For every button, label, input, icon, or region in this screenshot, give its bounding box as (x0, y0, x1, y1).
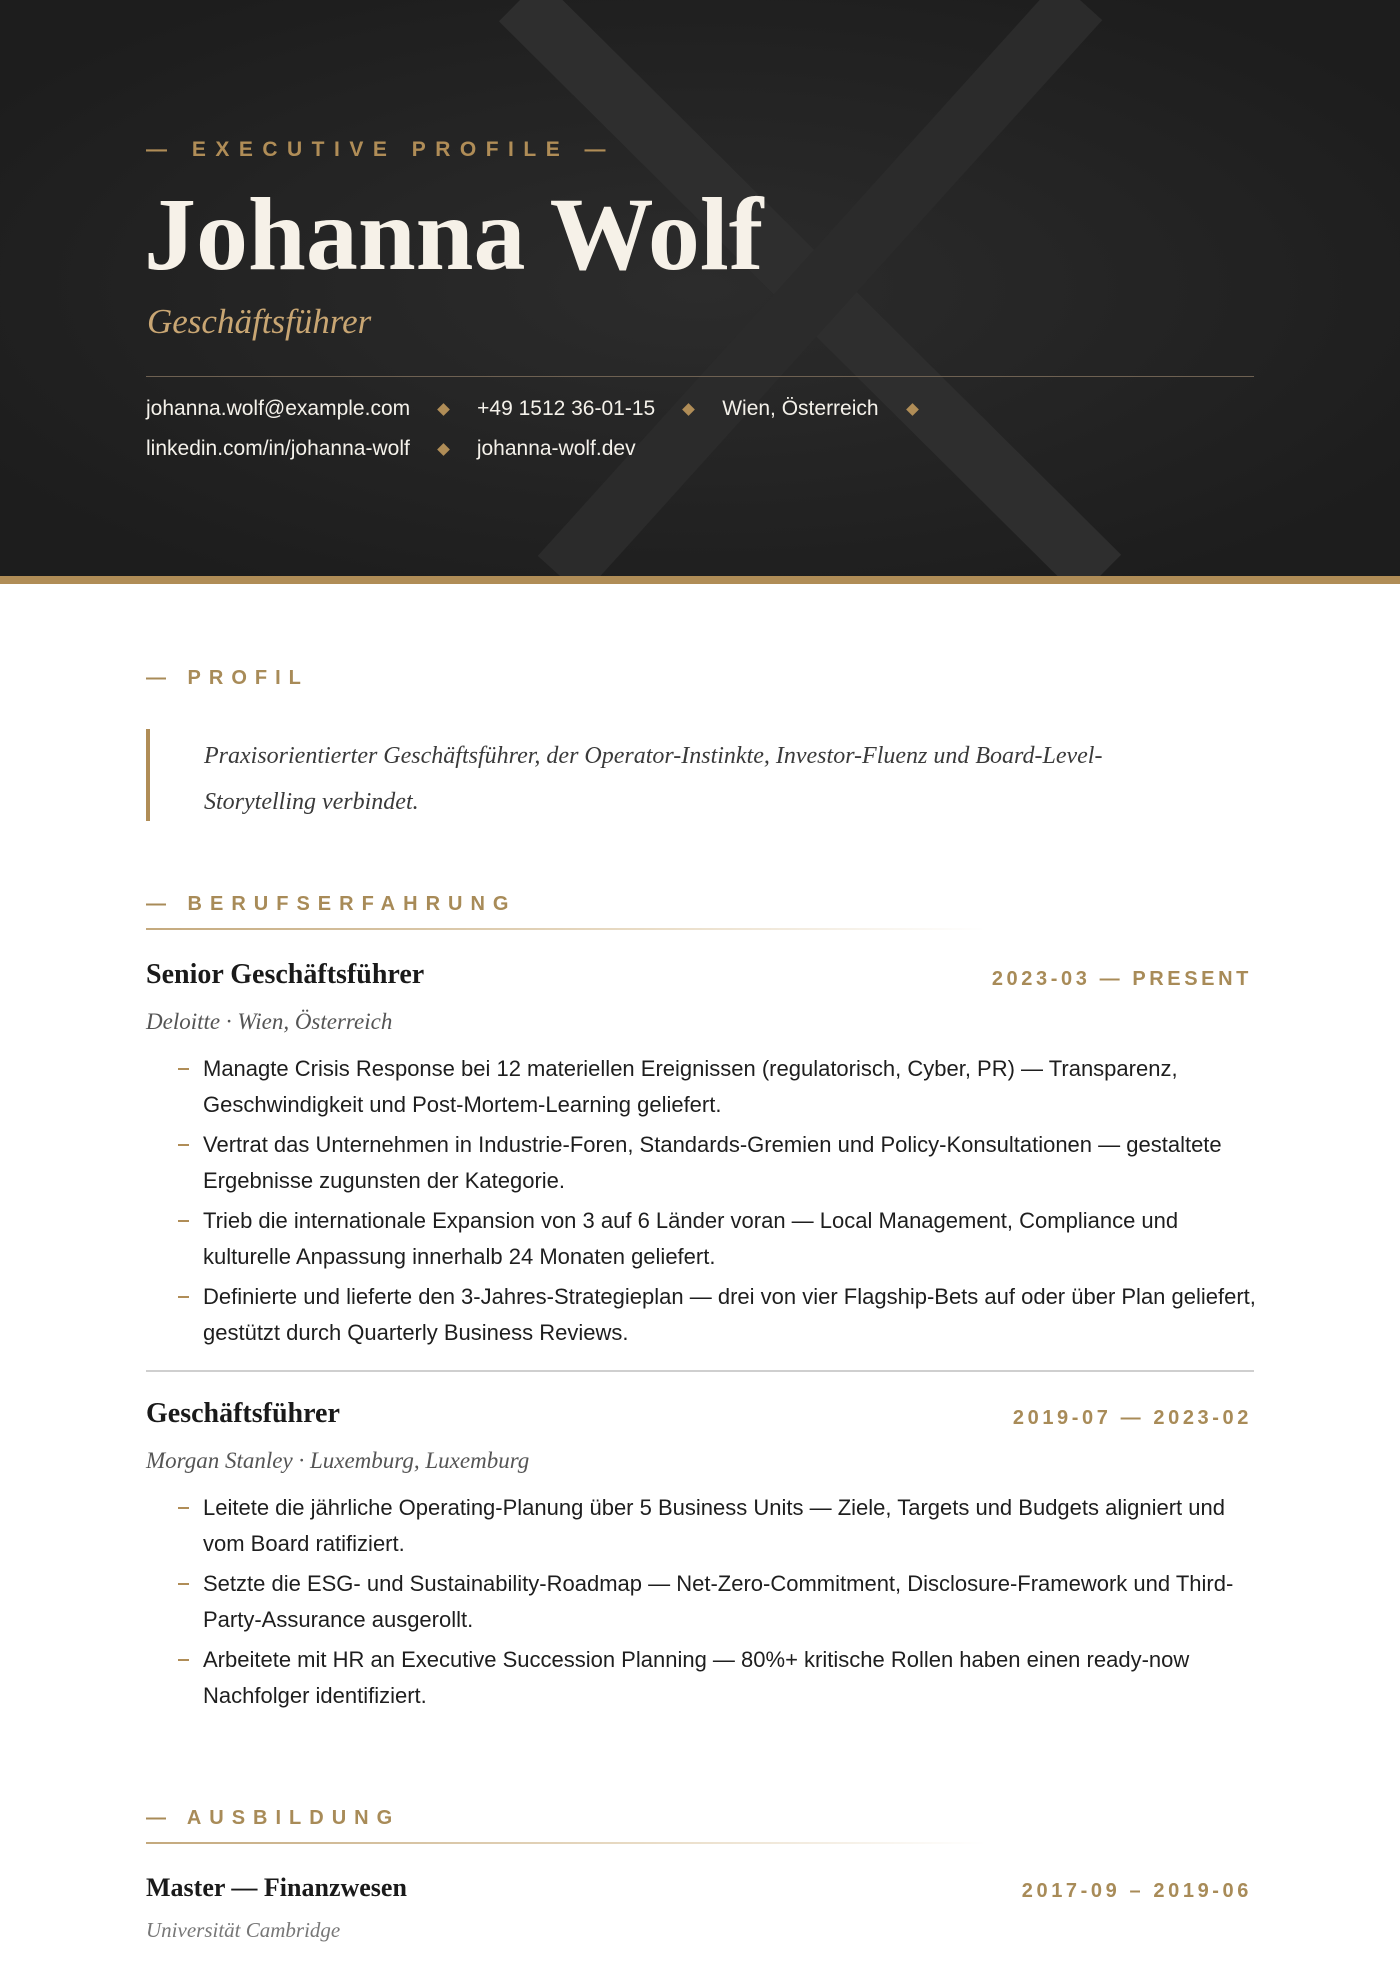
person-role: Geschäftsführer (147, 302, 372, 341)
diamond-separator-icon (682, 403, 695, 416)
bullet-text: Managte Crisis Response bei 12 materiellen Ereignissen (regulatorisch, Cyber, PR) — Transparenz, Geschwindigkeit und Post-Mortem-Learning geliefert. (203, 1056, 1178, 1117)
header-banner (0, 0, 1400, 576)
profile-summary: Praxisorientierter Geschäftsführer, der Operator-Instinkte, Investor-Fluenz und Board-Level-Storytelling verbindet. (204, 743, 1103, 815)
dash-bullet-icon (178, 1507, 189, 1509)
contact-row (146, 437, 636, 461)
dash-bullet-icon (178, 1068, 189, 1070)
dash-bullet-icon (178, 1659, 189, 1661)
education-dates: 2017-09 – 2019-06 (1021, 1880, 1252, 1902)
list-item (178, 1279, 1258, 1351)
list-item (178, 1051, 1258, 1123)
job-dates: 2023-03 — PRESENT (991, 968, 1252, 990)
contact-website[interactable]: johanna-wolf.dev (476, 437, 636, 460)
diamond-separator-icon (437, 443, 450, 456)
list-item (178, 1490, 1258, 1562)
job-organization: Morgan Stanley · Luxemburg, Luxemburg (146, 1448, 530, 1473)
header-accent-bar (0, 576, 1400, 584)
job-title: Senior Geschäftsführer (146, 959, 425, 990)
bullet-text: Arbeitete mit HR an Executive Succession Planning — 80%+ kritische Rollen haben einen ready-now Nachfolger identifiziert. (203, 1647, 1190, 1708)
dash-bullet-icon (178, 1583, 189, 1585)
person-name: Johanna Wolf (144, 177, 764, 292)
quote-bar (146, 729, 150, 821)
contact-linkedin[interactable]: linkedin.com/in/johanna-wolf (146, 437, 410, 460)
header-eyebrow: — EXECUTIVE PROFILE — (146, 138, 616, 161)
job-organization: Deloitte · Wien, Österreich (146, 1009, 393, 1034)
list-item (178, 1642, 1258, 1714)
dash-bullet-icon (178, 1296, 189, 1298)
job-bullets (178, 1051, 1258, 1355)
bullet-text: Vertrat das Unternehmen in Industrie-Foren, Standards-Gremien und Policy-Konsultationen — gestaltete Ergebnisse zugunsten der Kategorie. (203, 1132, 1222, 1193)
section-heading-experience: — BERUFSERFAHRUNG (146, 893, 517, 915)
list-item (178, 1566, 1258, 1638)
education-institution: Universität Cambridge (146, 1918, 341, 1942)
contact-phone[interactable]: +49 1512 36-01-15 (477, 397, 656, 420)
diamond-separator-icon (906, 403, 919, 416)
list-item (178, 1127, 1258, 1199)
contact-email[interactable]: johanna.wolf@example.com (146, 397, 411, 420)
list-item (178, 1203, 1258, 1275)
job-dates: 2019-07 — 2023-02 (1012, 1407, 1252, 1429)
section-rule (146, 928, 986, 930)
section-rule (146, 1842, 986, 1844)
job-divider (146, 1370, 1254, 1372)
diamond-separator-icon (437, 403, 450, 416)
dash-bullet-icon (178, 1220, 189, 1222)
bullet-text: Setzte die ESG- und Sustainability-Roadmap — Net-Zero-Commitment, Disclosure-Framework und Third-Party-Assurance ausgerollt. (203, 1571, 1234, 1632)
job-bullets (178, 1490, 1258, 1718)
degree-title: Master — Finanzwesen (146, 1873, 407, 1902)
header-divider (146, 376, 1254, 377)
bullet-text: Leitete die jährliche Operating-Planung über 5 Business Units — Ziele, Targets und Budgets aligniert und vom Board ratifiziert. (203, 1495, 1225, 1556)
section-heading-profile: — PROFIL (146, 667, 309, 689)
contact-row (146, 397, 946, 421)
section-heading-education: — AUSBILDUNG (146, 1807, 401, 1829)
contact-location: Wien, Österreich (722, 397, 879, 420)
bullet-text: Definierte und lieferte den 3-Jahres-Strategieplan — drei von vier Flagship-Bets auf oder über Plan geliefert, gestützt durch Quarterly Business Reviews. (203, 1284, 1256, 1345)
bullet-text: Trieb die internationale Expansion von 3 auf 6 Länder voran — Local Management, Compliance und kulturelle Anpassung innerhalb 24 Monaten geliefert. (203, 1208, 1179, 1269)
job-title: Geschäftsführer (146, 1398, 340, 1429)
dash-bullet-icon (178, 1144, 189, 1146)
